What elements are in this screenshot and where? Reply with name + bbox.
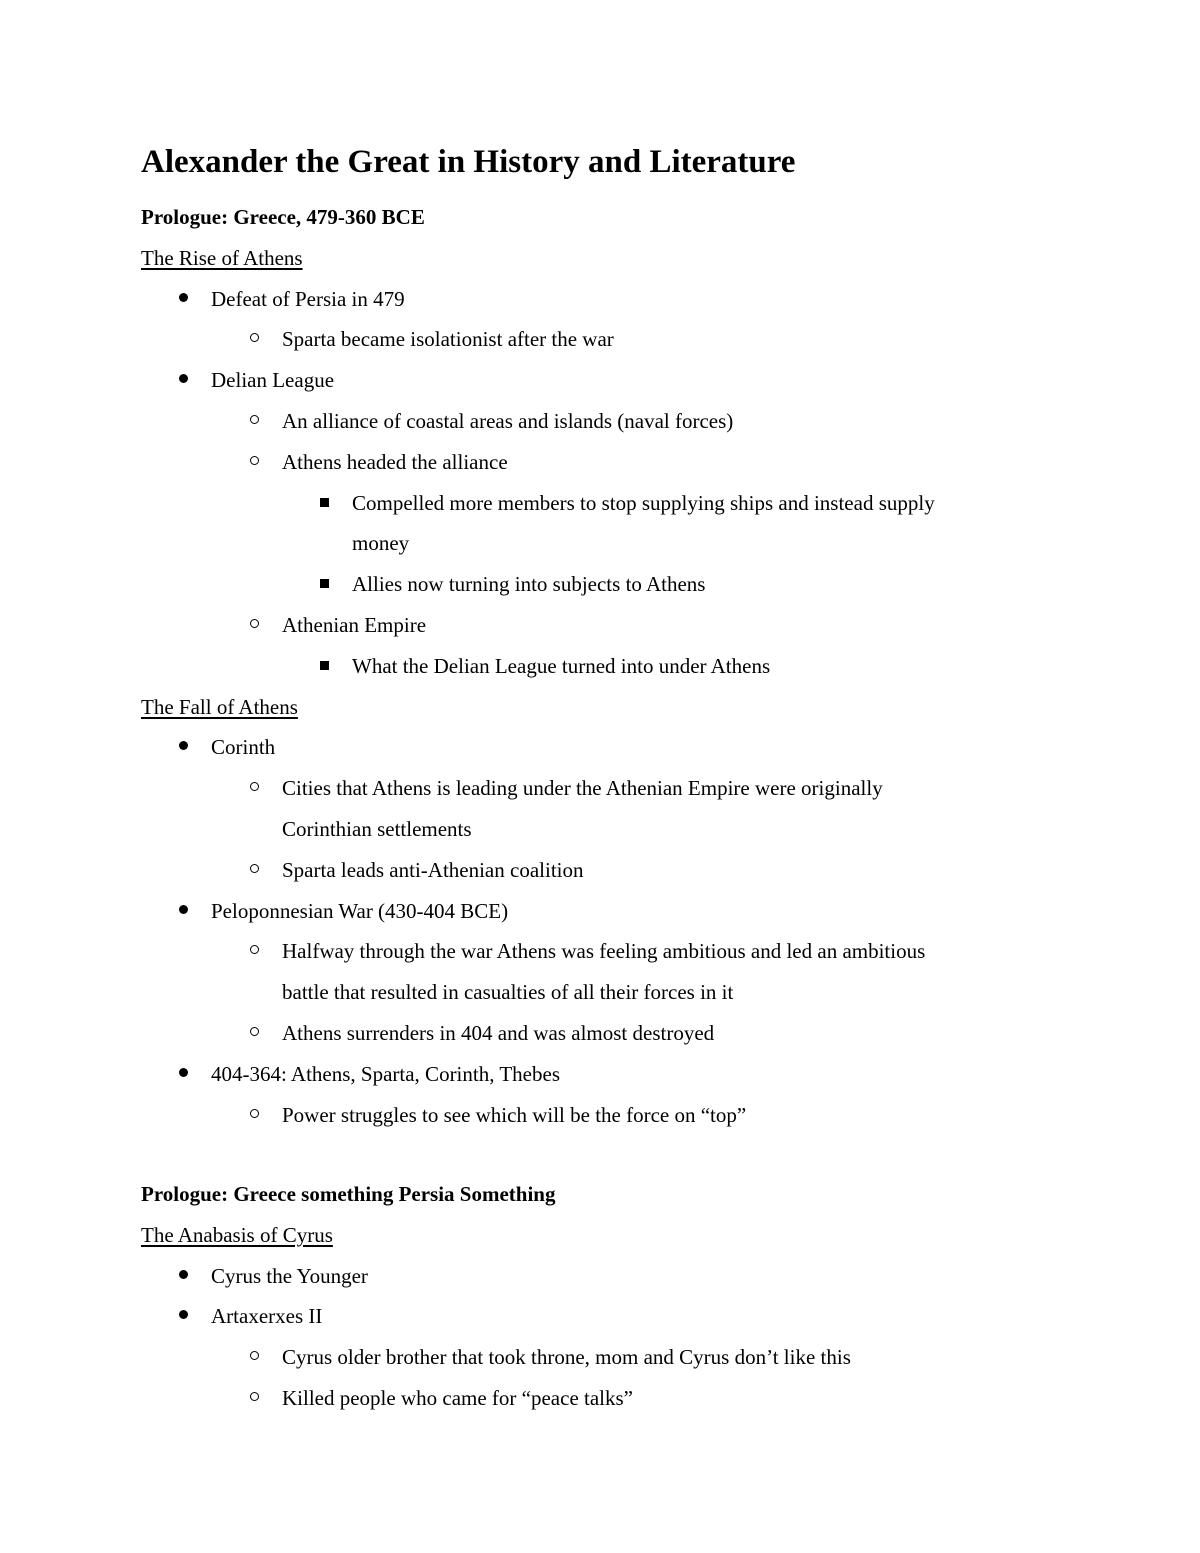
bullet-circle-icon bbox=[248, 850, 262, 890]
list-item-level-1: Defeat of Persia in 479 bbox=[211, 286, 405, 311]
bullet-disc-icon bbox=[177, 279, 191, 319]
list-item-level-3: What the Delian League turned into under Athens bbox=[352, 653, 771, 678]
list-item-level-1: Cyrus the Younger bbox=[211, 1263, 368, 1288]
bullet-disc-icon bbox=[177, 891, 191, 931]
bullet-disc-icon bbox=[177, 360, 191, 400]
bullet-disc-icon bbox=[177, 1256, 191, 1296]
list-item-level-2: Cyrus older brother that took throne, mom and Cyrus don’t like this bbox=[282, 1345, 851, 1370]
bullet-disc-icon bbox=[177, 1054, 191, 1094]
list-item-level-1: Corinth bbox=[211, 735, 276, 760]
section-heading: Prologue: Greece, 479-360 BCE bbox=[141, 205, 425, 229]
bullet-circle-icon bbox=[248, 1337, 262, 1377]
bullet-square-icon bbox=[318, 646, 332, 686]
subsection-heading: The Anabasis of Cyrus bbox=[141, 1222, 333, 1247]
list-item-level-1: Peloponnesian War (430-404 BCE) bbox=[211, 898, 509, 923]
bullet-circle-icon bbox=[248, 931, 262, 971]
list-item-level-2: Cities that Athens is leading under the Athenian Empire were originally bbox=[282, 776, 883, 801]
list-item-level-2: Athens headed the alliance bbox=[282, 449, 508, 474]
bullet-circle-icon bbox=[248, 605, 262, 645]
list-item-level-1: 404-364: Athens, Sparta, Corinth, Thebes bbox=[211, 1061, 560, 1086]
bullet-square-icon bbox=[318, 483, 332, 523]
bullet-circle-icon bbox=[248, 1095, 262, 1135]
list-item-level-2: Sparta became isolationist after the war bbox=[282, 327, 614, 352]
list-item-level-2: Halfway through the war Athens was feeling ambitious and led an ambitious bbox=[282, 939, 926, 964]
bullet-square-icon bbox=[318, 564, 332, 604]
bullet-circle-icon bbox=[248, 442, 262, 482]
list-item-continuation: Corinthian settlements bbox=[282, 817, 472, 841]
list-item-level-3: Allies now turning into subjects to Athens bbox=[352, 572, 706, 597]
section-heading: Prologue: Greece something Persia Something bbox=[141, 1182, 556, 1206]
bullet-circle-icon bbox=[248, 1378, 262, 1418]
list-item-level-2: Athenian Empire bbox=[282, 613, 427, 637]
list-item-level-3: Compelled more members to stop supplying ships and instead supply bbox=[352, 490, 935, 515]
bullet-circle-icon bbox=[248, 1013, 262, 1053]
list-item-continuation: money bbox=[352, 531, 410, 556]
bullet-circle-icon bbox=[248, 401, 262, 441]
bullet-circle-icon bbox=[248, 319, 262, 359]
subsection-heading: The Rise of Athens bbox=[141, 245, 303, 270]
list-item-level-2: Sparta leads anti-Athenian coalition bbox=[282, 857, 584, 882]
list-item-level-2: Killed people who came for “peace talks” bbox=[282, 1386, 634, 1410]
list-item-level-1: Artaxerxes II bbox=[211, 1304, 323, 1329]
bullet-disc-icon bbox=[177, 727, 191, 767]
list-item-level-2: Power struggles to see which will be the force on “top” bbox=[282, 1102, 747, 1127]
bullet-disc-icon bbox=[177, 1296, 191, 1336]
list-item-level-2: Athens surrenders in 404 and was almost destroyed bbox=[282, 1021, 715, 1045]
subsection-heading: The Fall of Athens bbox=[141, 694, 298, 719]
list-item-level-2: An alliance of coastal areas and islands (naval forces) bbox=[282, 409, 734, 433]
list-item-level-1: Delian League bbox=[211, 368, 335, 393]
bullet-circle-icon bbox=[248, 768, 262, 808]
document-title: Alexander the Great in History and Literature bbox=[141, 144, 796, 180]
list-item-continuation: battle that resulted in casualties of all their forces in it bbox=[282, 980, 734, 1005]
